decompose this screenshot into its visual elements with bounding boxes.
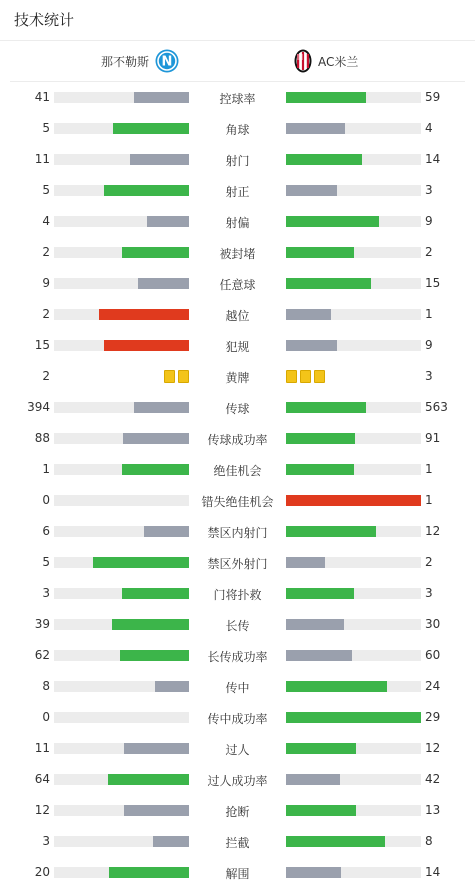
away-stat-bar-fill	[286, 805, 356, 816]
away-stat-bar-fill	[286, 557, 325, 568]
away-stat-bar-track	[286, 681, 421, 692]
stat-row	[0, 237, 475, 268]
home-stat-bar-fill	[134, 402, 189, 413]
home-stat-value: 2	[42, 307, 50, 321]
stat-row	[0, 857, 475, 888]
away-stat-bar-fill	[286, 836, 385, 847]
stat-label: 禁区内射门	[207, 526, 268, 540]
home-stat-bar-fill	[134, 92, 189, 103]
yellow-card-icon	[164, 370, 175, 383]
away-stat-value: 9	[425, 338, 433, 352]
home-stat-bar-track	[54, 836, 189, 847]
stat-row	[0, 392, 475, 423]
home-stat-value: 5	[42, 555, 50, 569]
away-stat-bar-track	[286, 619, 421, 630]
home-stat-bar-track	[54, 340, 189, 351]
away-stat-bar-fill	[286, 712, 421, 723]
home-stat-bar-track	[54, 712, 189, 723]
away-stat-bar-track	[286, 867, 421, 878]
home-stat-bar-fill	[124, 805, 189, 816]
away-stat-bar-fill	[286, 619, 344, 630]
stat-label: 错失绝佳机会	[201, 495, 274, 509]
stat-row	[0, 671, 475, 702]
napoli-logo-icon	[155, 49, 179, 73]
home-stat-bar-track	[54, 557, 189, 568]
away-stat-value: 91	[425, 431, 441, 445]
home-stat-bar-fill	[109, 867, 189, 878]
away-stat-bar-fill	[286, 495, 421, 506]
stat-row	[0, 299, 475, 330]
away-stat-bar-track	[286, 154, 421, 165]
away-stat-bar-fill	[286, 774, 340, 785]
away-stat-bar-fill	[286, 154, 362, 165]
stat-row	[0, 609, 475, 640]
yellow-card-icon	[314, 370, 325, 383]
stat-label: 抢断	[225, 805, 250, 819]
away-stat-bar-track	[286, 185, 421, 196]
away-stat-value: 14	[425, 152, 441, 166]
home-stat-bar-fill	[138, 278, 189, 289]
away-stat-bar-fill	[286, 278, 371, 289]
stat-row	[0, 578, 475, 609]
away-stat-bar-track	[286, 464, 421, 475]
away-stat-bar-fill	[286, 433, 355, 444]
stat-row	[0, 516, 475, 547]
away-stat-value: 1	[425, 307, 433, 321]
away-stat-value: 3	[425, 183, 433, 197]
away-stat-value: 30	[425, 617, 441, 631]
away-stat-bar-track	[286, 650, 421, 661]
away-stat-value: 12	[425, 741, 441, 755]
home-team[interactable]	[101, 49, 179, 73]
stat-label: 射门	[225, 154, 250, 168]
stat-label: 任意球	[219, 278, 256, 292]
home-stat-value: 2	[42, 245, 50, 259]
away-stat-value: 4	[425, 121, 433, 135]
home-stat-value: 1	[42, 462, 50, 476]
home-stat-bar-fill	[123, 433, 189, 444]
team-header	[10, 41, 465, 82]
stat-label: 射正	[225, 185, 250, 199]
stat-label: 禁区外射门	[207, 557, 268, 571]
home-stat-value: 12	[34, 803, 50, 817]
away-stat-bar-track	[286, 92, 421, 103]
stat-row	[0, 82, 475, 113]
away-stat-bar-track	[286, 805, 421, 816]
home-stat-bar-fill	[155, 681, 189, 692]
away-stat-bar-fill	[286, 650, 352, 661]
away-stat-bar-track	[286, 433, 421, 444]
home-stat-value: 0	[42, 710, 50, 724]
yellow-card-icon	[300, 370, 311, 383]
away-stat-value: 13	[425, 803, 441, 817]
home-stat-value: 9	[42, 276, 50, 290]
away-stat-value: 14	[425, 865, 441, 879]
away-stat-bar-track	[286, 743, 421, 754]
away-stat-bar-track	[286, 216, 421, 227]
home-stat-bar-track	[54, 216, 189, 227]
away-stat-bar-track	[286, 588, 421, 599]
away-stat-bar-track	[286, 526, 421, 537]
home-stat-value: 39	[34, 617, 50, 631]
away-stat-value: 1	[425, 493, 433, 507]
away-stat-bar-fill	[286, 247, 354, 258]
home-stat-bar-fill	[153, 836, 189, 847]
stat-label: 传中成功率	[207, 712, 268, 726]
stat-row	[0, 733, 475, 764]
away-stat-value: 2	[425, 245, 433, 259]
home-yellow-cards	[164, 370, 189, 383]
away-stat-bar-fill	[286, 743, 356, 754]
stat-label: 长传	[225, 619, 250, 633]
home-stat-bar-fill	[122, 588, 190, 599]
stat-label: 过人	[225, 743, 250, 757]
home-stat-value: 8	[42, 679, 50, 693]
stat-row	[0, 454, 475, 485]
home-stat-bar-track	[54, 867, 189, 878]
away-stat-bar-fill	[286, 92, 366, 103]
home-stat-bar-fill	[113, 123, 189, 134]
home-stat-bar-fill	[124, 743, 189, 754]
home-stat-bar-track	[54, 774, 189, 785]
home-stat-value: 15	[34, 338, 50, 352]
away-stat-bar-track	[286, 712, 421, 723]
stat-label: 角球	[225, 123, 250, 137]
stat-label: 门将扑救	[213, 588, 262, 602]
home-stat-bar-track	[54, 154, 189, 165]
away-stat-bar-track	[286, 247, 421, 258]
stat-row	[0, 144, 475, 175]
stat-row	[0, 702, 475, 733]
stat-row	[0, 764, 475, 795]
stat-row	[0, 640, 475, 671]
away-stat-bar-fill	[286, 402, 366, 413]
milan-logo-icon	[294, 49, 312, 73]
away-stat-value: 29	[425, 710, 441, 724]
home-stat-bar-fill	[120, 650, 189, 661]
away-yellow-cards	[286, 370, 325, 383]
home-stat-bar-track	[54, 92, 189, 103]
away-stat-bar-fill	[286, 123, 345, 134]
stat-row	[0, 423, 475, 454]
home-stat-value: 5	[42, 121, 50, 135]
away-stat-value: 15	[425, 276, 441, 290]
home-stat-bar-fill	[104, 185, 189, 196]
away-stat-bar-fill	[286, 681, 387, 692]
away-stat-bar-track	[286, 402, 421, 413]
page-title: 技术统计	[0, 0, 475, 41]
stat-label: 传球	[225, 402, 250, 416]
away-stat-value: 42	[425, 772, 441, 786]
home-stat-value: 6	[42, 524, 50, 538]
away-stat-value: 24	[425, 679, 441, 693]
home-stat-bar-track	[54, 185, 189, 196]
home-stat-value: 394	[27, 400, 50, 414]
home-stat-bar-track	[54, 433, 189, 444]
home-stat-bar-track	[54, 464, 189, 475]
stat-label: 控球率	[219, 92, 256, 106]
away-stat-value: 59	[425, 90, 441, 104]
home-stat-value: 3	[42, 834, 50, 848]
stat-label: 绝佳机会	[213, 464, 262, 478]
home-stat-bar-track	[54, 681, 189, 692]
stat-row	[0, 361, 475, 392]
home-stat-value: 64	[34, 772, 50, 786]
home-stat-bar-fill	[122, 464, 190, 475]
stat-label: 过人成功率	[207, 774, 268, 788]
home-stat-bar-track	[54, 123, 189, 134]
stat-row	[0, 268, 475, 299]
stat-row	[0, 206, 475, 237]
away-stat-bar-fill	[286, 216, 379, 227]
home-stat-bar-fill	[122, 247, 190, 258]
napoli-logo-letter: N	[161, 54, 173, 70]
away-stat-value: 12	[425, 524, 441, 538]
home-stat-value: 2	[42, 369, 50, 383]
away-stat-value: 1	[425, 462, 433, 476]
away-team[interactable]	[294, 49, 358, 73]
stats-list	[0, 82, 475, 888]
stat-row	[0, 175, 475, 206]
home-stat-bar-track	[54, 495, 189, 506]
stat-row	[0, 795, 475, 826]
home-stat-bar-track	[54, 247, 189, 258]
stat-label: 解围	[225, 867, 250, 881]
away-stat-bar-track	[286, 836, 421, 847]
away-stat-bar-track	[286, 278, 421, 289]
home-stat-bar-fill	[104, 340, 189, 351]
home-stat-bar-track	[54, 526, 189, 537]
stat-label: 长传成功率	[207, 650, 268, 664]
home-stat-bar-track	[54, 402, 189, 413]
home-team-name: 那不勒斯	[100, 54, 149, 69]
yellow-card-icon	[286, 370, 297, 383]
away-stat-bar-fill	[286, 309, 331, 320]
away-stat-bar-track	[286, 309, 421, 320]
stat-label: 传球成功率	[207, 433, 268, 447]
stat-row	[0, 485, 475, 516]
away-stat-value: 3	[425, 369, 433, 383]
home-stat-bar-fill	[144, 526, 189, 537]
away-stat-bar-fill	[286, 340, 337, 351]
away-stat-value: 3	[425, 586, 433, 600]
home-stat-bar-track	[54, 309, 189, 320]
stat-label: 拦截	[225, 836, 250, 850]
stat-label: 越位	[225, 309, 250, 323]
home-stat-value: 88	[34, 431, 50, 445]
home-stat-bar-track	[54, 278, 189, 289]
home-stat-bar-track	[54, 619, 189, 630]
home-stat-bar-fill	[112, 619, 189, 630]
stat-row	[0, 330, 475, 361]
home-stat-value: 11	[34, 152, 50, 166]
home-stat-value: 20	[34, 865, 50, 879]
away-stat-value: 8	[425, 834, 433, 848]
yellow-card-icon	[178, 370, 189, 383]
away-stat-bar-track	[286, 495, 421, 506]
stat-row	[0, 113, 475, 144]
away-stat-bar-fill	[286, 867, 341, 878]
home-stat-bar-track	[54, 588, 189, 599]
home-stat-value: 11	[34, 741, 50, 755]
stat-label: 黄牌	[225, 371, 250, 385]
away-stat-value: 563	[425, 400, 448, 414]
home-stat-bar-fill	[93, 557, 189, 568]
home-stat-value: 41	[34, 90, 50, 104]
home-stat-value: 5	[42, 183, 50, 197]
stat-label: 被封堵	[219, 247, 256, 261]
stat-label: 射偏	[225, 216, 250, 230]
away-stat-bar-track	[286, 774, 421, 785]
home-stat-bar-fill	[147, 216, 189, 227]
home-stat-value: 62	[34, 648, 50, 662]
home-stat-bar-fill	[130, 154, 189, 165]
away-team-name: AC米兰	[318, 54, 359, 69]
home-stat-bar-track	[54, 805, 189, 816]
away-stat-value: 9	[425, 214, 433, 228]
stat-label: 传中	[225, 681, 250, 695]
home-stat-bar-fill	[108, 774, 189, 785]
home-stat-value: 3	[42, 586, 50, 600]
away-stat-bar-fill	[286, 185, 337, 196]
away-stat-bar-track	[286, 340, 421, 351]
away-stat-value: 2	[425, 555, 433, 569]
home-stat-bar-fill	[99, 309, 189, 320]
away-stat-value: 60	[425, 648, 441, 662]
away-stat-bar-track	[286, 557, 421, 568]
away-stat-bar-track	[286, 123, 421, 134]
stat-row	[0, 826, 475, 857]
away-stat-bar-fill	[286, 464, 354, 475]
home-stat-bar-track	[54, 650, 189, 661]
away-stat-bar-fill	[286, 526, 376, 537]
stat-row	[0, 547, 475, 578]
away-stat-bar-fill	[286, 588, 354, 599]
home-stat-value: 4	[42, 214, 50, 228]
stat-label: 犯规	[225, 340, 250, 354]
home-stat-bar-track	[54, 743, 189, 754]
home-stat-value: 0	[42, 493, 50, 507]
